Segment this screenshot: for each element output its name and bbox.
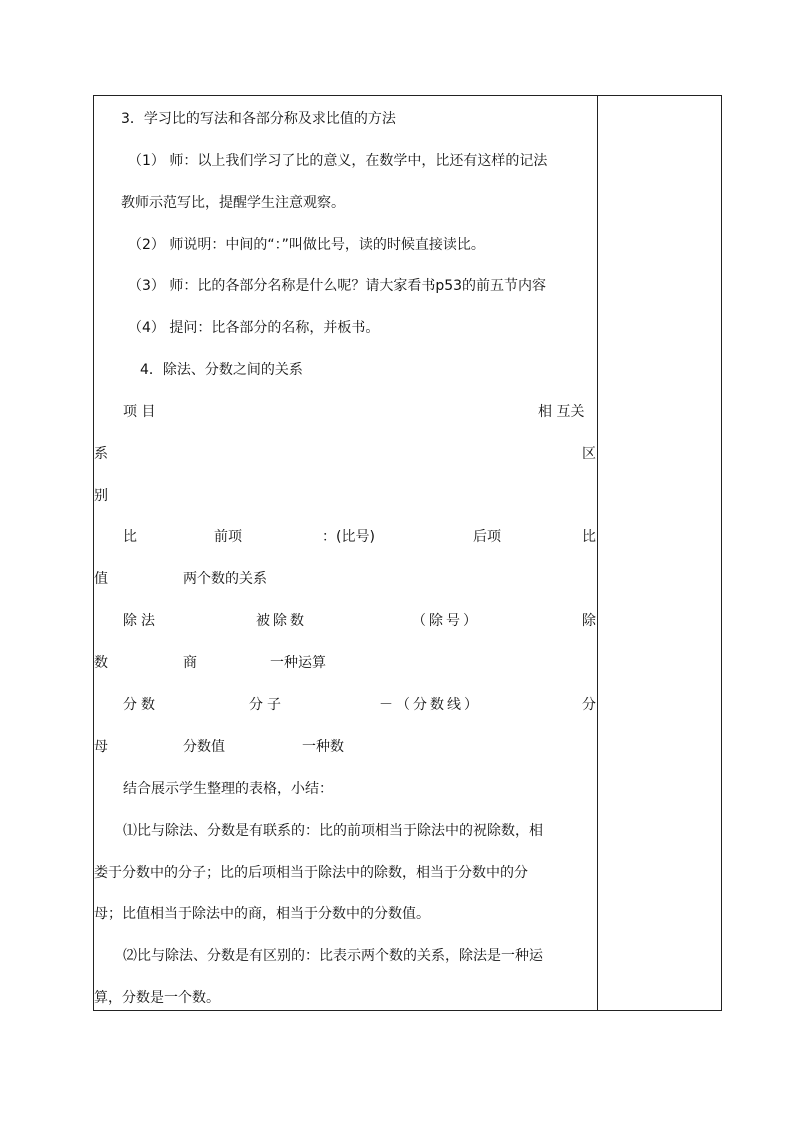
lesson-table — [93, 95, 722, 1011]
header-difference-cont: 别 — [94, 488, 108, 504]
header-difference: 区 — [582, 446, 596, 462]
step-4-line: （4） 提问：比各部分的名称，并板书。 — [128, 320, 380, 336]
ratio-value-a: 比 — [582, 529, 596, 545]
fraction-numerator: 分子 — [249, 697, 285, 713]
header-relation-cont: 系 — [94, 446, 108, 462]
step-1-note: 教师示范写比，提醒学生注意观察。 — [121, 195, 345, 211]
fraction-name: 分数 — [123, 697, 159, 713]
division-divisor-a: 除 — [582, 613, 596, 629]
fraction-value: 分数值 — [183, 739, 225, 755]
section-3-heading: 3．学习比的写法和各部分称及求比值的方法 — [121, 111, 396, 127]
ratio-second-term: 后项 — [473, 529, 501, 545]
fraction-denominator-b: 母 — [94, 739, 108, 755]
division-difference: 一种运算 — [270, 655, 326, 671]
header-relation: 相 互关 — [538, 404, 585, 420]
step-3-line: （3） 师：比的各部分名称是什么呢？请大家看书p53的前五节内容 — [128, 278, 547, 294]
ratio-name: 比 — [123, 529, 137, 545]
column-divider — [597, 96, 598, 1010]
division-dividend: 被除数 — [256, 613, 307, 629]
section-4-heading: 4．除法、分数之间的关系 — [140, 362, 303, 378]
step-2-line: （2） 师说明：中间的“：”叫做比号，读的时候直接读比。 — [128, 237, 485, 253]
ratio-difference: 两个数的关系 — [183, 571, 267, 587]
header-item: 项 目 — [123, 404, 156, 420]
fraction-denominator-a: 分 — [582, 697, 596, 713]
division-divisor-b: 数 — [94, 655, 108, 671]
summary-intro: 结合展示学生整理的表格，小结： — [123, 781, 333, 797]
step-1-line: （1） 师：以上我们学习了比的意义，在数学中，比还有这样的记法 — [128, 153, 548, 169]
ratio-first-term: 前项 — [214, 529, 242, 545]
ratio-value-b: 值 — [94, 571, 108, 587]
summary-point-1-line-3: 母；比值相当于除法中的商，相当于分数中的分数值。 — [94, 906, 430, 922]
summary-point-2-line-2: 算，分数是一个数。 — [94, 990, 220, 1006]
summary-point-1-line-1: ⑴比与除法、分数是有联系的：比的前项相当于除法中的祝除数，相 — [123, 823, 543, 839]
summary-point-1-line-2: 娄于分数中的分子；比的后项相当于除法中的除数，相当于分数中的分 — [94, 865, 528, 881]
fraction-difference: 一种数 — [302, 739, 344, 755]
ratio-sign: ：(比号) — [322, 529, 375, 545]
division-quotient: 商 — [183, 655, 197, 671]
summary-point-2-line-1: ⑵比与除法、分数是有区别的：比表示两个数的关系，除法是一种运 — [123, 948, 543, 964]
division-name: 除法 — [123, 613, 159, 629]
fraction-sign: －（分数线） — [379, 697, 481, 713]
division-sign: （除号） — [412, 613, 480, 629]
